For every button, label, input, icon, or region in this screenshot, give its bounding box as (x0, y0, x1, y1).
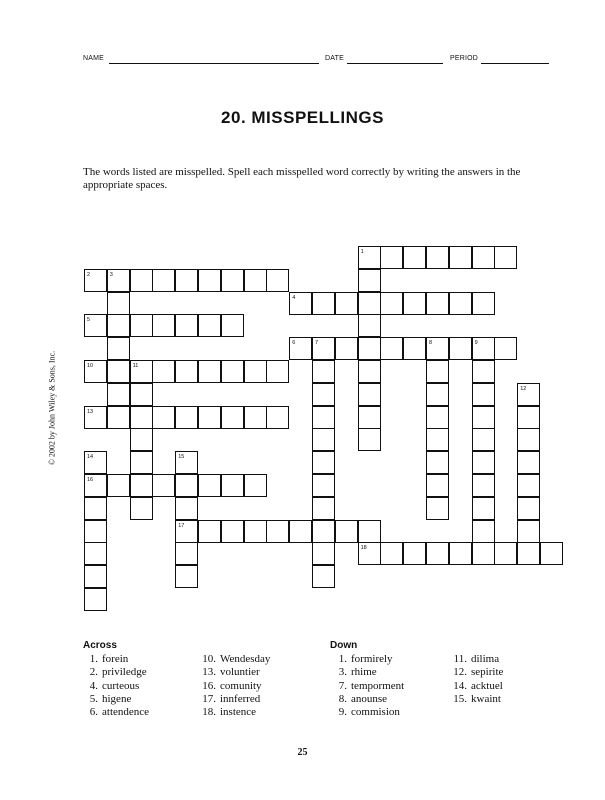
crossword-cell[interactable] (198, 360, 221, 383)
clue-number: 4 (292, 294, 296, 301)
crossword-cell[interactable] (175, 542, 198, 565)
clue-number: 15 (178, 454, 185, 461)
clue-item: 4. curteous (89, 679, 140, 692)
clue-item: 3. rhime (338, 666, 377, 679)
crossword-cell[interactable] (358, 428, 381, 451)
clue-item: 2. priviledge (89, 666, 147, 679)
clue-item: 10. Wendesday (202, 653, 271, 665)
crossword-cell[interactable] (244, 520, 267, 543)
clue-number: 6 (292, 340, 296, 347)
crossword-cell[interactable] (312, 428, 335, 451)
crossword-cell[interactable] (403, 337, 426, 360)
crossword-cell[interactable] (449, 542, 472, 565)
crossword-cell[interactable] (358, 314, 381, 337)
copyright-notice: © 2002 by John Wiley & Sons, Inc. (47, 350, 57, 466)
clue-item: 5. higene (89, 692, 132, 705)
crossword-cell[interactable] (84, 565, 107, 588)
crossword-cell[interactable] (107, 406, 130, 429)
crossword-cell[interactable] (175, 269, 198, 292)
crossword-cell[interactable] (517, 497, 540, 520)
crossword-cell[interactable] (312, 565, 335, 588)
crossword-cell[interactable] (198, 314, 221, 337)
crossword-cell[interactable] (130, 474, 153, 497)
crossword-cell[interactable] (130, 383, 153, 406)
crossword-cell[interactable] (84, 542, 107, 565)
crossword-cell[interactable] (84, 520, 107, 543)
crossword-cell[interactable] (426, 474, 449, 497)
crossword-cell[interactable] (358, 292, 381, 315)
crossword-cell[interactable] (472, 360, 495, 383)
crossword-cell[interactable] (244, 269, 267, 292)
clue-number: 1 (360, 249, 364, 255)
clue-number: 5 (87, 317, 91, 324)
crossword-cell[interactable] (130, 406, 153, 429)
clue-number: 7 (315, 340, 319, 347)
crossword-cell[interactable] (358, 383, 381, 406)
crossword-cell[interactable] (358, 406, 381, 429)
crossword-cell[interactable] (335, 337, 358, 360)
clue-item: 8. anounse (338, 692, 388, 705)
clue-number: 2 (87, 271, 91, 278)
crossword-cell[interactable] (175, 565, 198, 588)
crossword-cell[interactable] (358, 269, 381, 292)
down-clues-col-1 (329, 653, 404, 719)
crossword-cell[interactable] (312, 383, 335, 406)
clue-item: 7. temporment (338, 679, 405, 692)
clue-item: 1. forein (89, 653, 129, 665)
crossword-cell[interactable] (312, 474, 335, 497)
crossword-cell[interactable] (517, 406, 540, 429)
crossword-cell[interactable] (540, 542, 563, 565)
clue-item: 15. kwaint (453, 692, 501, 705)
clue-item: 1. formirely (338, 653, 393, 665)
clue-number: 3 (109, 271, 113, 278)
crossword-cell[interactable] (152, 406, 175, 429)
clue-item: 9. commision (338, 706, 400, 719)
crossword-cell[interactable] (426, 292, 449, 315)
clue-item: 17. innferred (202, 692, 261, 705)
across-clues-col-2 (198, 653, 270, 719)
crossword-cell[interactable] (107, 314, 130, 337)
crossword-cell[interactable] (130, 451, 153, 474)
date-label: DATE (325, 55, 344, 62)
crossword-cell[interactable] (517, 474, 540, 497)
crossword-cell[interactable] (221, 520, 244, 543)
page-number: 25 (297, 747, 308, 758)
crossword-cell[interactable] (221, 360, 244, 383)
crossword-cell[interactable] (266, 406, 289, 429)
crossword-cell[interactable] (130, 497, 153, 520)
instructions: The words listed are misspelled. Spell each misspelled word correctly by writing the answers in the appropriate spaces. (83, 166, 521, 191)
crossword-cell[interactable] (472, 451, 495, 474)
crossword-cell[interactable] (266, 520, 289, 543)
crossword-cell[interactable] (426, 360, 449, 383)
crossword-cell[interactable] (472, 497, 495, 520)
crossword-cell[interactable] (472, 542, 495, 565)
clue-item: 13. voluntier (202, 666, 260, 679)
crossword-cell[interactable] (198, 406, 221, 429)
crossword-cell[interactable] (403, 246, 426, 269)
crossword-cell[interactable] (472, 292, 495, 315)
crossword-cell[interactable] (426, 428, 449, 451)
crossword-cell[interactable] (244, 406, 267, 429)
crossword-cell[interactable] (312, 451, 335, 474)
clue-number: 9 (474, 340, 478, 347)
crossword-cell[interactable] (449, 292, 472, 315)
crossword-cell[interactable] (380, 337, 403, 360)
crossword-cell[interactable] (358, 520, 381, 543)
clue-number: 14 (87, 454, 94, 461)
crossword-cell[interactable] (380, 292, 403, 315)
crossword-cell[interactable] (494, 337, 517, 360)
clue-number: 17 (178, 522, 185, 529)
crossword-cell[interactable] (107, 474, 130, 497)
crossword-cell[interactable] (266, 269, 289, 292)
crossword-cell[interactable] (175, 406, 198, 429)
crossword-cell[interactable] (494, 542, 517, 565)
down-clues-col-2 (449, 653, 503, 706)
crossword-cell[interactable] (358, 360, 381, 383)
across-heading: Across (83, 640, 117, 651)
crossword-cell[interactable] (426, 497, 449, 520)
crossword-cell[interactable] (198, 520, 221, 543)
clue-item: 6. attendence (89, 706, 150, 719)
crossword-cell[interactable] (472, 474, 495, 497)
crossword-cell[interactable] (403, 292, 426, 315)
clue-item: 11. dilima (453, 653, 500, 665)
crossword-cell[interactable] (84, 497, 107, 520)
crossword-cell[interactable] (175, 314, 198, 337)
crossword-cell[interactable] (244, 474, 267, 497)
crossword-cell[interactable] (107, 360, 130, 383)
crossword-cell[interactable] (426, 246, 449, 269)
crossword-cell[interactable] (472, 428, 495, 451)
crossword-cell[interactable] (472, 383, 495, 406)
clue-number: 11 (132, 363, 139, 369)
clue-number: 18 (360, 545, 367, 552)
crossword-cell[interactable] (221, 474, 244, 497)
crossword-cell[interactable] (221, 314, 244, 337)
crossword-cell[interactable] (449, 337, 472, 360)
crossword-cell[interactable] (312, 360, 335, 383)
crossword-cell[interactable] (358, 337, 381, 360)
crossword-cell[interactable] (221, 406, 244, 429)
crossword-cell[interactable] (130, 314, 153, 337)
crossword-cell[interactable] (335, 292, 358, 315)
crossword-cell[interactable] (107, 337, 130, 360)
crossword-cell[interactable] (312, 497, 335, 520)
clue-number: 10 (87, 363, 94, 369)
crossword-cell[interactable] (198, 474, 221, 497)
clue-number: 13 (87, 408, 94, 415)
clue-number: 16 (87, 477, 94, 483)
crossword-cell[interactable] (152, 269, 175, 292)
crossword-cell[interactable] (84, 588, 107, 611)
crossword-cell[interactable] (426, 406, 449, 429)
across-clues-col-1 (80, 653, 149, 719)
crossword-cell[interactable] (175, 474, 198, 497)
crossword-cell[interactable] (426, 451, 449, 474)
crossword-cell[interactable] (244, 360, 267, 383)
crossword-cell[interactable] (198, 269, 221, 292)
crossword-cell[interactable] (472, 406, 495, 429)
crossword-cell[interactable] (426, 383, 449, 406)
clue-item: 18. instence (202, 706, 257, 719)
down-heading: Down (330, 640, 358, 651)
crossword-cell[interactable] (517, 542, 540, 565)
crossword-cell[interactable] (449, 246, 472, 269)
crossword-cell[interactable] (107, 383, 130, 406)
crossword-cell[interactable] (175, 360, 198, 383)
crossword-cell[interactable] (221, 269, 244, 292)
crossword-cell[interactable] (107, 292, 130, 315)
crossword-cell[interactable] (517, 451, 540, 474)
clue-number: 12 (520, 385, 527, 392)
crossword-cell[interactable] (266, 360, 289, 383)
crossword-cell[interactable] (472, 520, 495, 543)
crossword-cell[interactable] (472, 246, 495, 269)
name-label: NAME (83, 55, 105, 62)
clue-item: 14. acktuel (453, 679, 503, 692)
crossword-cell[interactable] (426, 542, 449, 565)
crossword-cell[interactable] (289, 520, 312, 543)
crossword-cell[interactable] (152, 474, 175, 497)
crossword-cell[interactable] (312, 292, 335, 315)
crossword-cell[interactable] (312, 406, 335, 429)
crossword-cell[interactable] (517, 428, 540, 451)
crossword-cell[interactable] (130, 269, 153, 292)
crossword-cell[interactable] (380, 542, 403, 565)
page-title: 20. MISSPELLINGS (221, 108, 384, 127)
crossword-cell[interactable] (517, 520, 540, 543)
crossword-cell[interactable] (152, 360, 175, 383)
crossword-cell[interactable] (152, 314, 175, 337)
crossword-cell[interactable] (312, 542, 335, 565)
period-label: PERIOD (450, 55, 479, 62)
crossword-cell[interactable] (494, 246, 517, 269)
clue-item: 16. comunity (202, 679, 262, 692)
crossword-cell[interactable] (380, 246, 403, 269)
clue-item: 12. sepirite (453, 666, 504, 679)
crossword-cell[interactable] (130, 428, 153, 451)
crossword-cell[interactable] (335, 520, 358, 543)
crossword-cell[interactable] (175, 497, 198, 520)
clue-number: 8 (429, 340, 433, 347)
crossword-cell[interactable] (312, 520, 335, 543)
crossword-cell[interactable] (403, 542, 426, 565)
